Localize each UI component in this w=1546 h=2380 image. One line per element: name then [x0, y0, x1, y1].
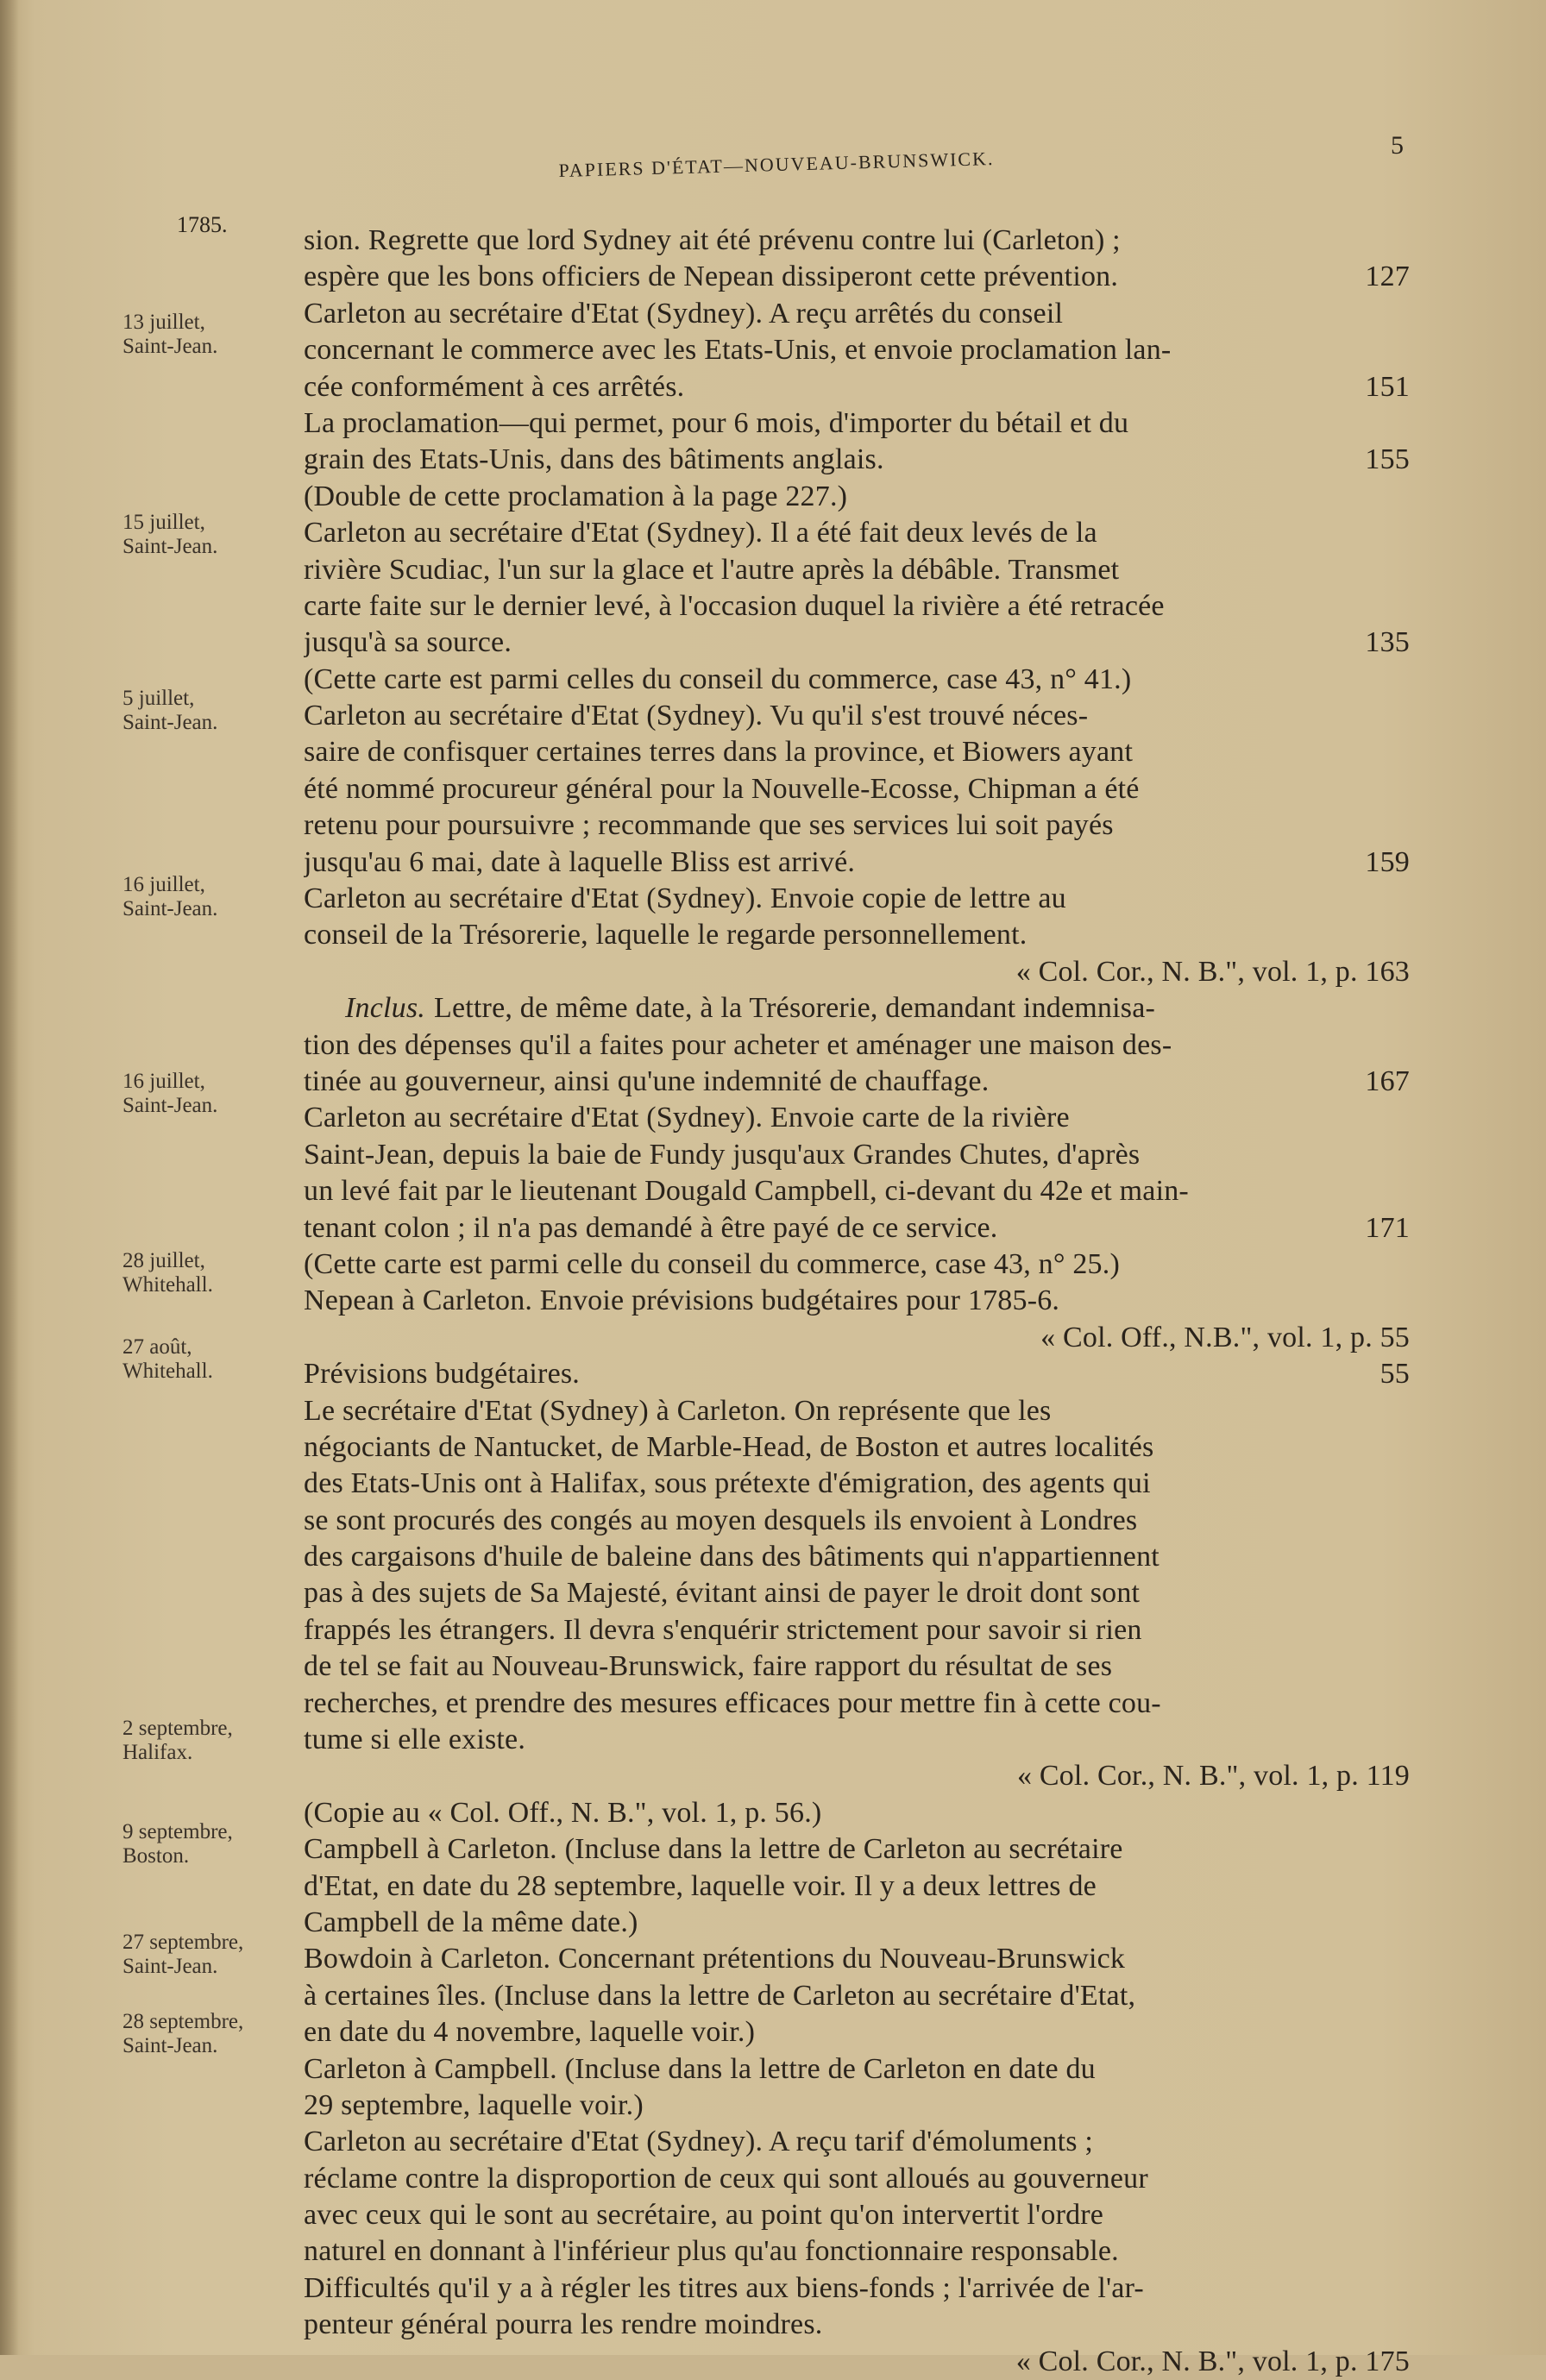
- margin-date: [123, 1070, 295, 1118]
- line-text: Carleton à Campbell. (Incluse dans la lettre de Carleton en date du: [304, 2052, 1096, 2085]
- text-line: [304, 990, 1410, 1027]
- text-line: [304, 954, 1410, 990]
- running-title: PAPIERS D'ÉTAT—NOUVEAU-BRUNSWICK.: [558, 147, 995, 182]
- line-text: saire de confisquer certaines terres dans la province, et Biowers ayant: [304, 736, 1134, 769]
- text-line: [304, 1027, 1410, 1064]
- margin-date-place: Saint-Jean.: [123, 335, 218, 358]
- body-text: [304, 223, 1410, 2380]
- line-text: un levé fait par le lieutenant Dougald Campbell, ci-devant du 42e et main-: [304, 1175, 1189, 1208]
- text-line: [304, 1686, 1410, 1722]
- line-text: se sont procurés des congés au moyen desquels ils envoient à Londres: [304, 1504, 1138, 1536]
- line-text: Lettre, de même date, à la Trésorerie, demandant indemnisa-: [434, 992, 1156, 1025]
- text-line: [304, 1612, 1410, 1648]
- text-line: [304, 1173, 1410, 1209]
- margin-date-place: Saint-Jean.: [123, 535, 218, 558]
- line-text: réclame contre la disproportion de ceux qui sont alloués au gouverneur: [304, 2162, 1148, 2195]
- line-text: « Col. Cor., N. B.", vol. 1, p. 119: [1016, 1760, 1410, 1793]
- line-text: été nommé procureur général pour la Nouvelle-Ecosse, Chipman a été: [304, 772, 1140, 805]
- margin-date-place: Saint-Jean.: [123, 1955, 218, 1978]
- text-line: [304, 1722, 1410, 1758]
- page-reference-number: 127: [1365, 261, 1410, 293]
- line-text: frappés les étrangers. Il devra s'enquérir strictement pour savoir si rien: [304, 1613, 1142, 1646]
- line-text: (Double de cette proclamation à la page 227.): [304, 480, 848, 512]
- margin-date-day: 28 juillet,: [123, 1249, 205, 1272]
- text-line: [304, 405, 1410, 442]
- text-line: [304, 1393, 1410, 1429]
- margin-date-place: Saint-Jean.: [123, 2034, 218, 2057]
- line-text: Campbell à Carleton. (Incluse dans la lettre de Carleton au secrétaire: [304, 1833, 1123, 1866]
- margin-date-day: 28 septembre,: [123, 2010, 244, 2033]
- text-line: [304, 2161, 1410, 2197]
- text-line: [304, 662, 1410, 698]
- margin-date: [123, 511, 295, 559]
- line-text: penteur général pourra les rendre moindres.: [304, 2308, 823, 2341]
- line-text: tume si elle existe.: [304, 1724, 526, 1756]
- text-line: [304, 1539, 1410, 1575]
- text-line: [304, 1978, 1410, 2014]
- margin-date-day: 27 septembre,: [123, 1931, 244, 1954]
- text-line: [304, 332, 1410, 368]
- line-text: Saint-Jean, depuis la baie de Fundy jusqu'aux Grandes Chutes, d'après: [304, 1138, 1141, 1171]
- text-line: [304, 2270, 1410, 2307]
- margin-date-day: 15 juillet,: [123, 511, 205, 534]
- page-reference-number: 171: [1365, 1211, 1410, 1244]
- line-text: Bowdoin à Carleton. Concernant prétentions du Nouveau-Brunswick: [304, 1943, 1126, 1975]
- year-label: 1785.: [177, 212, 228, 237]
- text-line: [304, 1283, 1410, 1319]
- margin-date: [123, 311, 295, 359]
- text-line: [304, 2197, 1410, 2233]
- line-text: (Cette carte est parmi celles du conseil du commerce, case 43, n° 41.): [304, 663, 1132, 695]
- line-text: carte faite sur le dernier levé, à l'occasion duquel la rivière a été retracée: [304, 589, 1165, 622]
- text-line: [304, 2014, 1410, 2050]
- text-line: [304, 515, 1410, 551]
- margin-date-day: 27 août,: [123, 1335, 192, 1359]
- line-text: La proclamation—qui permet, pour 6 mois, d'importer du bétail et du: [304, 406, 1129, 439]
- line-text: cée conformément à ces arrêtés.: [304, 370, 685, 403]
- page-reference-number: 135: [1365, 626, 1410, 659]
- line-text: rivière Scudiac, l'un sur la glace et l'autre après la débâble. Transmet: [304, 553, 1120, 586]
- text-line: [304, 1941, 1410, 1977]
- margin-date-place: Saint-Jean.: [123, 711, 218, 734]
- line-text: Carleton au secrétaire d'Etat (Sydney). Vu qu'il s'est trouvé néces-: [304, 700, 1089, 732]
- line-text: retenu pour poursuivre ; recommande que ses services lui soit payés: [304, 809, 1114, 842]
- line-text: « Col. Cor., N. B.", vol. 1, p. 163: [1015, 955, 1410, 988]
- line-text: de tel se fait au Nouveau-Brunswick, faire rapport du résultat de ses: [304, 1650, 1113, 1683]
- line-text: Carleton au secrétaire d'Etat (Sydney). Envoie carte de la rivière: [304, 1102, 1070, 1134]
- line-text: Le secrétaire d'Etat (Sydney) à Carleton. On représente que les: [304, 1394, 1052, 1427]
- text-line: [304, 1575, 1410, 1611]
- line-text: Carleton au secrétaire d'Etat (Sydney). A reçu tarif d'émoluments ;: [304, 2126, 1094, 2158]
- line-text: « Col. Off., N.B.", vol. 1, p. 55: [1040, 1321, 1410, 1353]
- line-text: Prévisions budgétaires.: [304, 1358, 580, 1391]
- page-reference-number: 55: [1379, 1358, 1410, 1391]
- line-text: pas à des sujets de Sa Majesté, évitant ainsi de payer le droit dont sont: [304, 1577, 1141, 1610]
- margin-date-day: 2 septembre,: [123, 1717, 233, 1740]
- margin-date: [123, 2010, 295, 2058]
- line-text: Campbell de la même date.): [304, 1906, 638, 1938]
- text-line: [304, 881, 1410, 917]
- text-line: [304, 807, 1410, 844]
- text-line: [304, 1905, 1410, 1941]
- text-line: [304, 1758, 1410, 1794]
- text-line: [304, 1210, 1410, 1247]
- text-line: [304, 1137, 1410, 1173]
- margin-date: [123, 873, 295, 921]
- text-line: [304, 1503, 1410, 1539]
- text-line: [304, 1429, 1410, 1466]
- line-text: sion. Regrette que lord Sydney ait été prévenu contre lui (Carleton) ;: [304, 224, 1121, 256]
- text-line: [304, 2307, 1410, 2343]
- text-line: [304, 1831, 1410, 1868]
- line-text: des Etats-Unis ont à Halifax, sous prétexte d'émigration, des agents qui: [304, 1467, 1151, 1500]
- page-number: 5: [1391, 131, 1404, 160]
- text-line: [304, 2233, 1410, 2270]
- line-text: tion des dépenses qu'il a faites pour acheter et aménager une maison des-: [304, 1028, 1172, 1061]
- line-text: 29 septembre, laquelle voir.): [304, 2088, 644, 2121]
- line-text: Carleton au secrétaire d'Etat (Sydney). A reçu arrêtés du conseil: [304, 297, 1064, 330]
- margin-date-place: Saint-Jean.: [123, 897, 218, 920]
- margin-date-day: 13 juillet,: [123, 311, 205, 334]
- margin-date-place: Boston.: [123, 1844, 190, 1868]
- line-text: recherches, et prendre des mesures efficaces pour mettre fin à cette cou-: [304, 1686, 1161, 1719]
- margin-date-day: 16 juillet,: [123, 1070, 205, 1093]
- line-text: Carleton au secrétaire d'Etat (Sydney). Il a été fait deux levés de la: [304, 517, 1097, 549]
- line-text: espère que les bons officiers de Nepean dissiperont cette prévention.: [304, 261, 1119, 293]
- line-text: grain des Etats-Unis, dans des bâtiments anglais.: [304, 443, 884, 476]
- line-text: concernant le commerce avec les Etats-Unis, et envoie proclamation lan-: [304, 334, 1172, 367]
- margin-date-day: 5 juillet,: [123, 687, 195, 710]
- margin-date: [123, 1717, 295, 1765]
- line-text: jusqu'à sa source.: [304, 626, 512, 659]
- line-text: avec ceux qui le sont au secrétaire, au point qu'on intervertit l'ordre: [304, 2199, 1104, 2232]
- text-line: [304, 1247, 1410, 1283]
- text-line: [304, 917, 1410, 953]
- line-text: tinée au gouverneur, ainsi qu'une indemnité de chauffage.: [304, 1064, 990, 1097]
- margin-date-place: Whitehall.: [123, 1273, 213, 1297]
- line-text: à certaines îles. (Incluse dans la lettre de Carleton au secrétaire d'Etat,: [304, 1979, 1136, 2012]
- text-line: [304, 479, 1410, 515]
- line-text: tenant colon ; il n'a pas demandé à être payé de ce service.: [304, 1211, 998, 1244]
- margin-date: [123, 1335, 295, 1384]
- line-text: (Copie au « Col. Off., N. B.", vol. 1, p. 56.): [304, 1796, 822, 1829]
- text-line: [304, 442, 1410, 478]
- page-reference-number: 151: [1365, 370, 1410, 403]
- line-text: d'Etat, en date du 28 septembre, laquelle voir. Il y a deux lettres de: [304, 1869, 1097, 1902]
- margin-date-place: Whitehall.: [123, 1360, 213, 1383]
- line-text: négociants de Nantucket, de Marble-Head, de Boston et autres localités: [304, 1430, 1154, 1463]
- text-line: [304, 845, 1410, 881]
- line-text: conseil de la Trésorerie, laquelle le regarde personnellement.: [304, 919, 1028, 951]
- inclus-label: Inclus.: [345, 992, 425, 1025]
- line-text: « Col. Cor., N. B.", vol. 1, p. 175: [1015, 2345, 1410, 2377]
- text-line: [304, 734, 1410, 770]
- text-line: [304, 1320, 1410, 1356]
- margin-date: [123, 1249, 295, 1297]
- page-reference-number: 159: [1365, 845, 1410, 878]
- text-line: [304, 625, 1410, 661]
- line-text: (Cette carte est parmi celle du conseil du commerce, case 43, n° 25.): [304, 1247, 1120, 1280]
- margin-date: [123, 1931, 295, 1979]
- text-line: [304, 1868, 1410, 1905]
- text-line: [304, 296, 1410, 332]
- margin-date-day: 9 septembre,: [123, 1820, 233, 1843]
- text-line: [304, 2344, 1410, 2380]
- text-line: [304, 1795, 1410, 1831]
- text-line: [304, 2124, 1410, 2160]
- margin-date-place: Halifax.: [123, 1741, 193, 1764]
- margin-date-place: Saint-Jean.: [123, 1094, 218, 1117]
- binding-shadow: [0, 0, 19, 2355]
- line-text: Nepean à Carleton. Envoie prévisions budgétaires pour 1785-6.: [304, 1284, 1060, 1317]
- text-line: [304, 698, 1410, 734]
- margin-date: [123, 1820, 295, 1868]
- text-line: [304, 1064, 1410, 1100]
- text-line: [304, 1466, 1410, 1502]
- margin-date-day: 16 juillet,: [123, 873, 205, 896]
- page-reference-number: 155: [1365, 443, 1410, 476]
- text-line: [304, 2051, 1410, 2088]
- text-line: [304, 1356, 1410, 1392]
- text-line: [304, 369, 1410, 405]
- line-text: des cargaisons d'huile de baleine dans des bâtiments qui n'appartiennent: [304, 1541, 1160, 1573]
- text-line: [304, 2088, 1410, 2124]
- text-line: [304, 1100, 1410, 1136]
- text-line: [304, 588, 1410, 625]
- line-text: Difficultés qu'il y a à régler les titres aux biens-fonds ; l'arrivée de l'ar-: [304, 2271, 1144, 2304]
- text-line: [304, 259, 1410, 295]
- text-line: [304, 1648, 1410, 1685]
- line-text: en date du 4 novembre, laquelle voir.): [304, 2016, 756, 2049]
- line-text: jusqu'au 6 mai, date à laquelle Bliss est arrivé.: [304, 845, 856, 878]
- margin-date: [123, 687, 295, 735]
- text-line: [304, 771, 1410, 807]
- text-line: [304, 223, 1410, 259]
- page-reference-number: 167: [1365, 1064, 1410, 1097]
- line-text: naturel en donnant à l'inférieur plus qu'au fonctionnaire responsable.: [304, 2235, 1119, 2268]
- text-line: [304, 552, 1410, 588]
- line-text: Carleton au secrétaire d'Etat (Sydney). Envoie copie de lettre au: [304, 882, 1066, 915]
